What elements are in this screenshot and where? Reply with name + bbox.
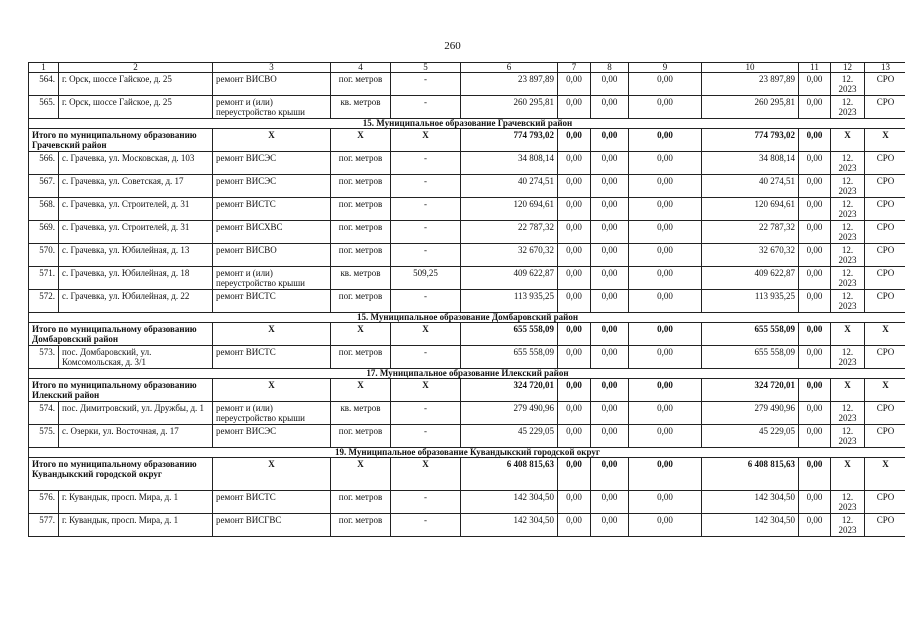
table-cell: X <box>391 458 461 491</box>
row-number: 574. <box>29 402 59 425</box>
table-cell: 0,00 <box>558 244 591 267</box>
table-cell: 12. 2023 <box>831 514 865 537</box>
table-cell: 23 897,89 <box>461 73 558 96</box>
table-cell: СРО <box>865 514 905 537</box>
table-cell: СРО <box>865 73 905 96</box>
col-header: 10 <box>702 63 799 73</box>
table-cell: с. Грачевка, ул. Юбилейная, д. 18 <box>59 267 213 290</box>
row-number: 566. <box>29 152 59 175</box>
table-cell: 120 694,61 <box>702 198 799 221</box>
table-cell: 0,00 <box>799 129 831 152</box>
table-cell: СРО <box>865 346 905 369</box>
table-cell: кв. метров <box>331 267 391 290</box>
table-cell: 0,00 <box>799 458 831 491</box>
table-cell: 142 304,50 <box>461 514 558 537</box>
table-row <box>29 96 905 119</box>
table-cell: - <box>391 290 461 313</box>
table-cell: X <box>213 458 331 491</box>
table-cell: 409 622,87 <box>461 267 558 290</box>
table-cell: 0,00 <box>629 244 702 267</box>
table-row <box>29 267 905 290</box>
table-cell: 0,00 <box>629 175 702 198</box>
table-cell: X <box>213 323 331 346</box>
row-number: 567. <box>29 175 59 198</box>
table-cell: 0,00 <box>591 175 629 198</box>
col-header: 11 <box>799 63 831 73</box>
table-cell: 45 229,05 <box>702 425 799 448</box>
table-cell: X <box>213 129 331 152</box>
table-cell: 0,00 <box>799 221 831 244</box>
table-cell: 0,00 <box>558 323 591 346</box>
col-header: 9 <box>629 63 702 73</box>
col-header: 5 <box>391 63 461 73</box>
table-cell: с. Грачевка, ул. Московская, д. 103 <box>59 152 213 175</box>
table-cell: 0,00 <box>558 221 591 244</box>
subtotal-label: Итого по муниципальному образованию Илекский район <box>29 379 213 402</box>
table-cell: X <box>213 379 331 402</box>
table-cell: 12. 2023 <box>831 425 865 448</box>
table-row <box>29 290 905 313</box>
table-cell: ремонт ВИСГВС <box>213 514 331 537</box>
table-cell: 32 670,32 <box>461 244 558 267</box>
table-cell: 0,00 <box>558 175 591 198</box>
table-cell: СРО <box>865 152 905 175</box>
table-cell: 0,00 <box>591 379 629 402</box>
subtotal-row <box>29 323 905 346</box>
table-row <box>29 198 905 221</box>
table-cell: 774 793,02 <box>461 129 558 152</box>
row-number: 568. <box>29 198 59 221</box>
subtotal-row <box>29 129 905 152</box>
table-row <box>29 175 905 198</box>
table-cell: ремонт ВИСТС <box>213 198 331 221</box>
table-cell: 0,00 <box>591 267 629 290</box>
table-cell: 260 295,81 <box>461 96 558 119</box>
table-row <box>29 221 905 244</box>
table-cell: кв. метров <box>331 96 391 119</box>
table-cell: 0,00 <box>558 73 591 96</box>
col-header: 8 <box>591 63 629 73</box>
table-cell: X <box>865 129 905 152</box>
table-cell: 0,00 <box>629 198 702 221</box>
table-cell: с. Грачевка, ул. Строителей, д. 31 <box>59 198 213 221</box>
table-row <box>29 73 905 96</box>
table-cell: 0,00 <box>799 323 831 346</box>
table-cell: - <box>391 152 461 175</box>
table-cell: с. Грачевка, ул. Советская, д. 17 <box>59 175 213 198</box>
table-cell: 40 274,51 <box>702 175 799 198</box>
table-cell: 509,25 <box>391 267 461 290</box>
table-cell: ремонт и (или) переустройство крыши <box>213 402 331 425</box>
table-cell: X <box>831 379 865 402</box>
table-cell: 34 808,14 <box>461 152 558 175</box>
table-cell: ремонт ВИСВО <box>213 244 331 267</box>
table-cell: 0,00 <box>799 290 831 313</box>
table-cell: с. Грачевка, ул. Юбилейная, д. 13 <box>59 244 213 267</box>
table-cell: 0,00 <box>629 290 702 313</box>
table-cell: 12. 2023 <box>831 402 865 425</box>
table-cell: 0,00 <box>591 73 629 96</box>
table-row <box>29 152 905 175</box>
section-title: 19. Муниципальное образование Кувандыкский городской округ <box>29 448 905 458</box>
table-cell: 0,00 <box>629 402 702 425</box>
table-cell: ремонт и (или) переустройство крыши <box>213 267 331 290</box>
table-cell: 0,00 <box>799 198 831 221</box>
table-cell: СРО <box>865 290 905 313</box>
table-cell: 0,00 <box>591 290 629 313</box>
table-cell: ремонт ВИСЭС <box>213 152 331 175</box>
table-cell: 0,00 <box>591 323 629 346</box>
table-cell: 40 274,51 <box>461 175 558 198</box>
table-cell: 6 408 815,63 <box>702 458 799 491</box>
table-cell: 0,00 <box>629 323 702 346</box>
table-cell: 32 670,32 <box>702 244 799 267</box>
table-cell: 0,00 <box>591 152 629 175</box>
table-cell: - <box>391 491 461 514</box>
table-cell: 774 793,02 <box>702 129 799 152</box>
table-cell: 34 808,14 <box>702 152 799 175</box>
table-row <box>29 244 905 267</box>
section-title: 15. Муниципальное образование Домбаровский район <box>29 313 905 323</box>
table-cell: 0,00 <box>629 425 702 448</box>
table-row <box>29 346 905 369</box>
table-cell: пог. метров <box>331 152 391 175</box>
table-cell: 23 897,89 <box>702 73 799 96</box>
table-cell: с. Грачевка, ул. Юбилейная, д. 22 <box>59 290 213 313</box>
table-cell: - <box>391 425 461 448</box>
table-cell: 0,00 <box>558 458 591 491</box>
table-cell: X <box>391 379 461 402</box>
table-cell: X <box>331 129 391 152</box>
table-cell: 12. 2023 <box>831 175 865 198</box>
table-cell: 0,00 <box>799 425 831 448</box>
table-cell: 0,00 <box>799 152 831 175</box>
table-cell: СРО <box>865 267 905 290</box>
table-cell: 279 490,96 <box>702 402 799 425</box>
table-cell: 0,00 <box>629 458 702 491</box>
table-cell: с. Грачевка, ул. Строителей, д. 31 <box>59 221 213 244</box>
table-cell: 0,00 <box>591 244 629 267</box>
table-cell: 0,00 <box>591 198 629 221</box>
table-cell: 0,00 <box>799 379 831 402</box>
table-cell: - <box>391 221 461 244</box>
col-header: 7 <box>558 63 591 73</box>
table-cell: пог. метров <box>331 198 391 221</box>
row-number: 577. <box>29 514 59 537</box>
table-cell: пог. метров <box>331 244 391 267</box>
table-cell: X <box>831 458 865 491</box>
table-cell: 113 935,25 <box>702 290 799 313</box>
table-cell: СРО <box>865 198 905 221</box>
table-cell: 0,00 <box>591 402 629 425</box>
table-cell: 409 622,87 <box>702 267 799 290</box>
table-cell: 0,00 <box>799 73 831 96</box>
col-header: 1 <box>29 63 59 73</box>
table-cell: 6 408 815,63 <box>461 458 558 491</box>
table-cell: X <box>331 379 391 402</box>
table-cell: пог. метров <box>331 514 391 537</box>
table-cell: ремонт ВИСВО <box>213 73 331 96</box>
table-cell: пог. метров <box>331 175 391 198</box>
table-cell: ремонт и (или) переустройство крыши <box>213 96 331 119</box>
table-cell: 22 787,32 <box>461 221 558 244</box>
table-cell: 0,00 <box>558 402 591 425</box>
table-cell: 0,00 <box>591 346 629 369</box>
table-cell: 0,00 <box>591 458 629 491</box>
table-cell: 0,00 <box>558 290 591 313</box>
table-cell: 0,00 <box>591 96 629 119</box>
table-cell: 0,00 <box>629 73 702 96</box>
table-row <box>29 514 905 537</box>
table-cell: - <box>391 346 461 369</box>
col-header: 2 <box>59 63 213 73</box>
table-cell: 655 558,09 <box>702 346 799 369</box>
table-cell: 0,00 <box>558 514 591 537</box>
table-cell: 0,00 <box>799 244 831 267</box>
row-number: 576. <box>29 491 59 514</box>
table-cell: - <box>391 244 461 267</box>
row-number: 572. <box>29 290 59 313</box>
register-table <box>28 62 905 537</box>
row-number: 573. <box>29 346 59 369</box>
table-cell: с. Озерки, ул. Восточная, д. 17 <box>59 425 213 448</box>
table-cell: X <box>865 458 905 491</box>
table-cell: 0,00 <box>629 152 702 175</box>
table-cell: 0,00 <box>629 491 702 514</box>
table-cell: 0,00 <box>558 379 591 402</box>
subtotal-label: Итого по муниципальному образованию Домбаровский район <box>29 323 213 346</box>
table-cell: 12. 2023 <box>831 73 865 96</box>
row-number: 565. <box>29 96 59 119</box>
row-number: 575. <box>29 425 59 448</box>
table-cell: 279 490,96 <box>461 402 558 425</box>
table-cell: X <box>391 129 461 152</box>
page-number: 260 <box>444 40 461 52</box>
table-cell: X <box>331 323 391 346</box>
section-header-row <box>29 119 905 129</box>
table-cell: ремонт ВИСТС <box>213 346 331 369</box>
table-cell: 0,00 <box>591 129 629 152</box>
table-cell: 260 295,81 <box>702 96 799 119</box>
table-cell: пог. метров <box>331 221 391 244</box>
section-title: 15. Муниципальное образование Грачевский район <box>29 119 905 129</box>
table-cell: СРО <box>865 221 905 244</box>
table-cell: 0,00 <box>799 346 831 369</box>
table-cell: X <box>391 323 461 346</box>
table-cell: пог. метров <box>331 290 391 313</box>
table-cell: 142 304,50 <box>702 514 799 537</box>
table-cell: пос. Домбаровский, ул. Комсомольская, д. 3/1 <box>59 346 213 369</box>
table-cell: 0,00 <box>629 129 702 152</box>
table-cell: 324 720,01 <box>702 379 799 402</box>
section-title: 17. Муниципальное образование Илекский район <box>29 369 905 379</box>
table-cell: 45 229,05 <box>461 425 558 448</box>
table-cell: 655 558,09 <box>702 323 799 346</box>
column-number-row <box>29 63 905 73</box>
table-cell: ремонт ВИСТС <box>213 290 331 313</box>
table-cell: 12. 2023 <box>831 96 865 119</box>
table-cell: 0,00 <box>629 221 702 244</box>
subtotal-row <box>29 379 905 402</box>
table-cell: - <box>391 198 461 221</box>
table-cell: - <box>391 96 461 119</box>
table-cell: - <box>391 175 461 198</box>
table-cell: 0,00 <box>799 402 831 425</box>
subtotal-row <box>29 458 905 491</box>
table-cell: пог. метров <box>331 346 391 369</box>
table-cell: - <box>391 514 461 537</box>
table-cell: 12. 2023 <box>831 491 865 514</box>
table-cell: 0,00 <box>799 491 831 514</box>
row-number: 571. <box>29 267 59 290</box>
table-cell: 12. 2023 <box>831 244 865 267</box>
table-cell: 0,00 <box>591 491 629 514</box>
table-cell: 0,00 <box>558 491 591 514</box>
subtotal-label: Итого по муниципальному образованию Кувандыкский городской округ <box>29 458 213 491</box>
table-cell: 12. 2023 <box>831 221 865 244</box>
table-cell: г. Орск, шоссе Гайское, д. 25 <box>59 96 213 119</box>
table-cell: 0,00 <box>558 152 591 175</box>
table-cell: 0,00 <box>629 346 702 369</box>
table-row <box>29 402 905 425</box>
row-number: 569. <box>29 221 59 244</box>
table-cell: 655 558,09 <box>461 323 558 346</box>
table-cell: пог. метров <box>331 425 391 448</box>
row-number: 570. <box>29 244 59 267</box>
table-cell: 0,00 <box>799 514 831 537</box>
table-cell: 0,00 <box>558 96 591 119</box>
table-cell: 12. 2023 <box>831 152 865 175</box>
table-cell: СРО <box>865 425 905 448</box>
table-cell: 0,00 <box>799 267 831 290</box>
table-cell: 0,00 <box>558 425 591 448</box>
table-cell: 12. 2023 <box>831 198 865 221</box>
table-row <box>29 491 905 514</box>
row-number: 564. <box>29 73 59 96</box>
table-cell: 0,00 <box>558 346 591 369</box>
table-cell: - <box>391 402 461 425</box>
table-cell: 142 304,50 <box>461 491 558 514</box>
table-cell: 0,00 <box>591 221 629 244</box>
subtotal-label: Итого по муниципальному образованию Грачевский район <box>29 129 213 152</box>
section-header-row <box>29 313 905 323</box>
table-cell: ремонт ВИСЭС <box>213 425 331 448</box>
table-cell: СРО <box>865 96 905 119</box>
table-cell: пог. метров <box>331 491 391 514</box>
table-cell: 0,00 <box>591 514 629 537</box>
section-header-row <box>29 448 905 458</box>
table-cell: 324 720,01 <box>461 379 558 402</box>
table-cell: ремонт ВИСХВС <box>213 221 331 244</box>
table-cell: г. Орск, шоссе Гайское, д. 25 <box>59 73 213 96</box>
table-cell: 0,00 <box>799 96 831 119</box>
col-header: 6 <box>461 63 558 73</box>
col-header: 12 <box>831 63 865 73</box>
table-cell: 0,00 <box>591 425 629 448</box>
table-cell: СРО <box>865 402 905 425</box>
table-cell: ремонт ВИСЭС <box>213 175 331 198</box>
table-cell: пог. метров <box>331 73 391 96</box>
table-cell: кв. метров <box>331 402 391 425</box>
table-cell: 12. 2023 <box>831 267 865 290</box>
section-header-row <box>29 369 905 379</box>
table-cell: СРО <box>865 175 905 198</box>
table-cell: X <box>831 323 865 346</box>
table-cell: 22 787,32 <box>702 221 799 244</box>
table-cell: СРО <box>865 491 905 514</box>
table-cell: 0,00 <box>799 175 831 198</box>
table-cell: ремонт ВИСТС <box>213 491 331 514</box>
table-row <box>29 425 905 448</box>
col-header: 4 <box>331 63 391 73</box>
table-cell: 12. 2023 <box>831 290 865 313</box>
table-cell: - <box>391 73 461 96</box>
table-cell: 0,00 <box>629 514 702 537</box>
table-cell: СРО <box>865 244 905 267</box>
table-cell: X <box>865 379 905 402</box>
table-cell: X <box>331 458 391 491</box>
table-cell: 120 694,61 <box>461 198 558 221</box>
table-cell: X <box>865 323 905 346</box>
table-cell: г. Кувандык, просп. Мира, д. 1 <box>59 514 213 537</box>
col-header: 3 <box>213 63 331 73</box>
table-cell: 0,00 <box>558 129 591 152</box>
table-cell: 0,00 <box>558 267 591 290</box>
table-cell: 0,00 <box>629 96 702 119</box>
table-cell: 12. 2023 <box>831 346 865 369</box>
table-cell: X <box>831 129 865 152</box>
table-cell: 113 935,25 <box>461 290 558 313</box>
table-cell: 0,00 <box>629 379 702 402</box>
col-header: 13 <box>865 63 905 73</box>
table-cell: 142 304,50 <box>702 491 799 514</box>
table-cell: 655 558,09 <box>461 346 558 369</box>
table-cell: 0,00 <box>629 267 702 290</box>
table-cell: пос. Димитровский, ул. Дружбы, д. 1 <box>59 402 213 425</box>
table-cell: 0,00 <box>558 198 591 221</box>
table-body <box>29 73 905 537</box>
table-cell: г. Кувандык, просп. Мира, д. 1 <box>59 491 213 514</box>
